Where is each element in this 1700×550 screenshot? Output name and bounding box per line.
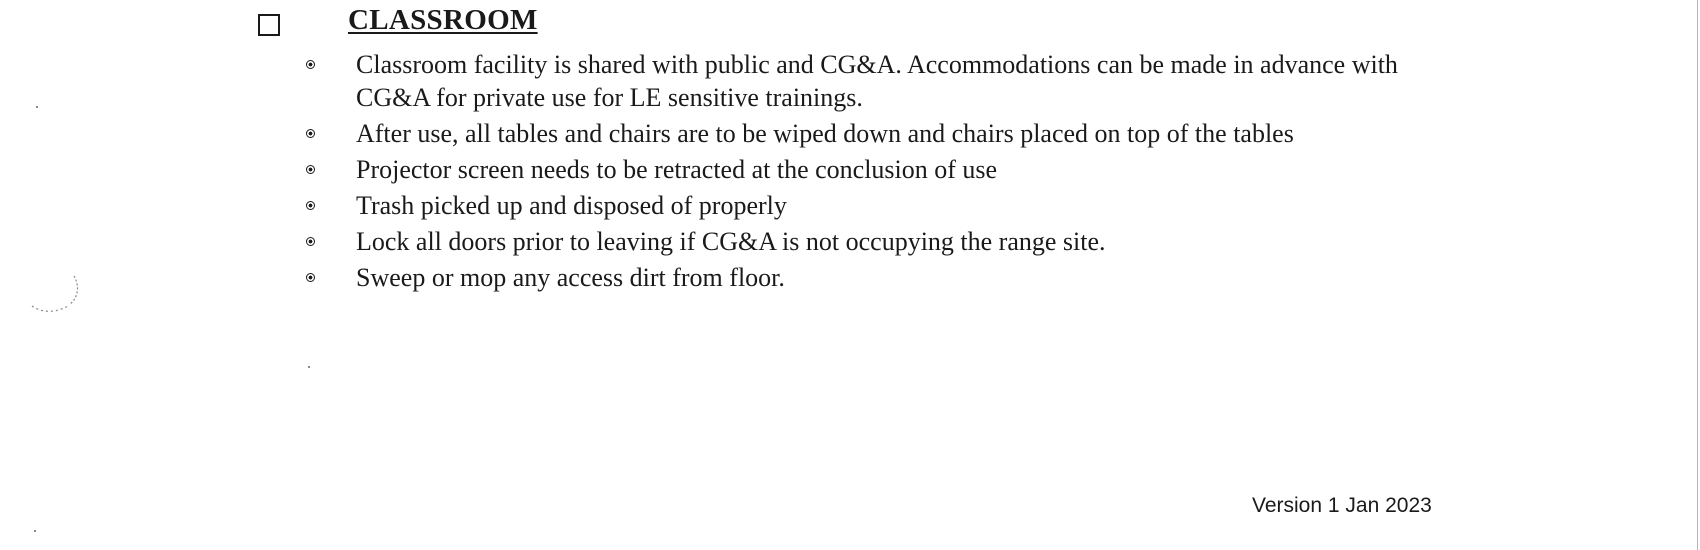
scan-mark-curve [30, 272, 80, 318]
bullet-icon [306, 273, 315, 282]
version-footer: Version 1 Jan 2023 [1252, 494, 1432, 517]
bullet-icon [306, 201, 315, 210]
list-item-text: Lock all doors prior to leaving if CG&A is not occupying the range site. [356, 227, 1106, 256]
bullet-icon [306, 129, 315, 138]
list-item-text: Classroom facility is shared with public and CG&A. Accommodations can be made in advance with CG&A for private use for LE sensitive trainings. [356, 50, 1398, 112]
list-item [304, 153, 1444, 186]
list-item [304, 48, 1444, 114]
list-item [304, 117, 1444, 150]
scan-speck [34, 530, 36, 532]
scan-speck [36, 106, 38, 108]
section-checkbox[interactable] [258, 14, 280, 36]
bullet-icon [306, 165, 315, 174]
section-heading: CLASSROOM [348, 4, 538, 36]
task-list [304, 48, 1444, 297]
list-item [304, 225, 1444, 258]
list-item-text: Projector screen needs to be retracted at the conclusion of use [356, 155, 998, 184]
list-item-text: Sweep or mop any access dirt from floor. [356, 263, 785, 292]
list-item [304, 261, 1444, 294]
list-item [304, 189, 1444, 222]
list-item-text: After use, all tables and chairs are to be wiped down and chairs placed on top of the tables [356, 119, 1294, 148]
bullet-icon [306, 60, 315, 69]
list-item-text: Trash picked up and disposed of properly [356, 191, 787, 220]
page-edge-line [1697, 0, 1698, 550]
bullet-icon [306, 237, 315, 246]
scan-speck [308, 366, 310, 368]
